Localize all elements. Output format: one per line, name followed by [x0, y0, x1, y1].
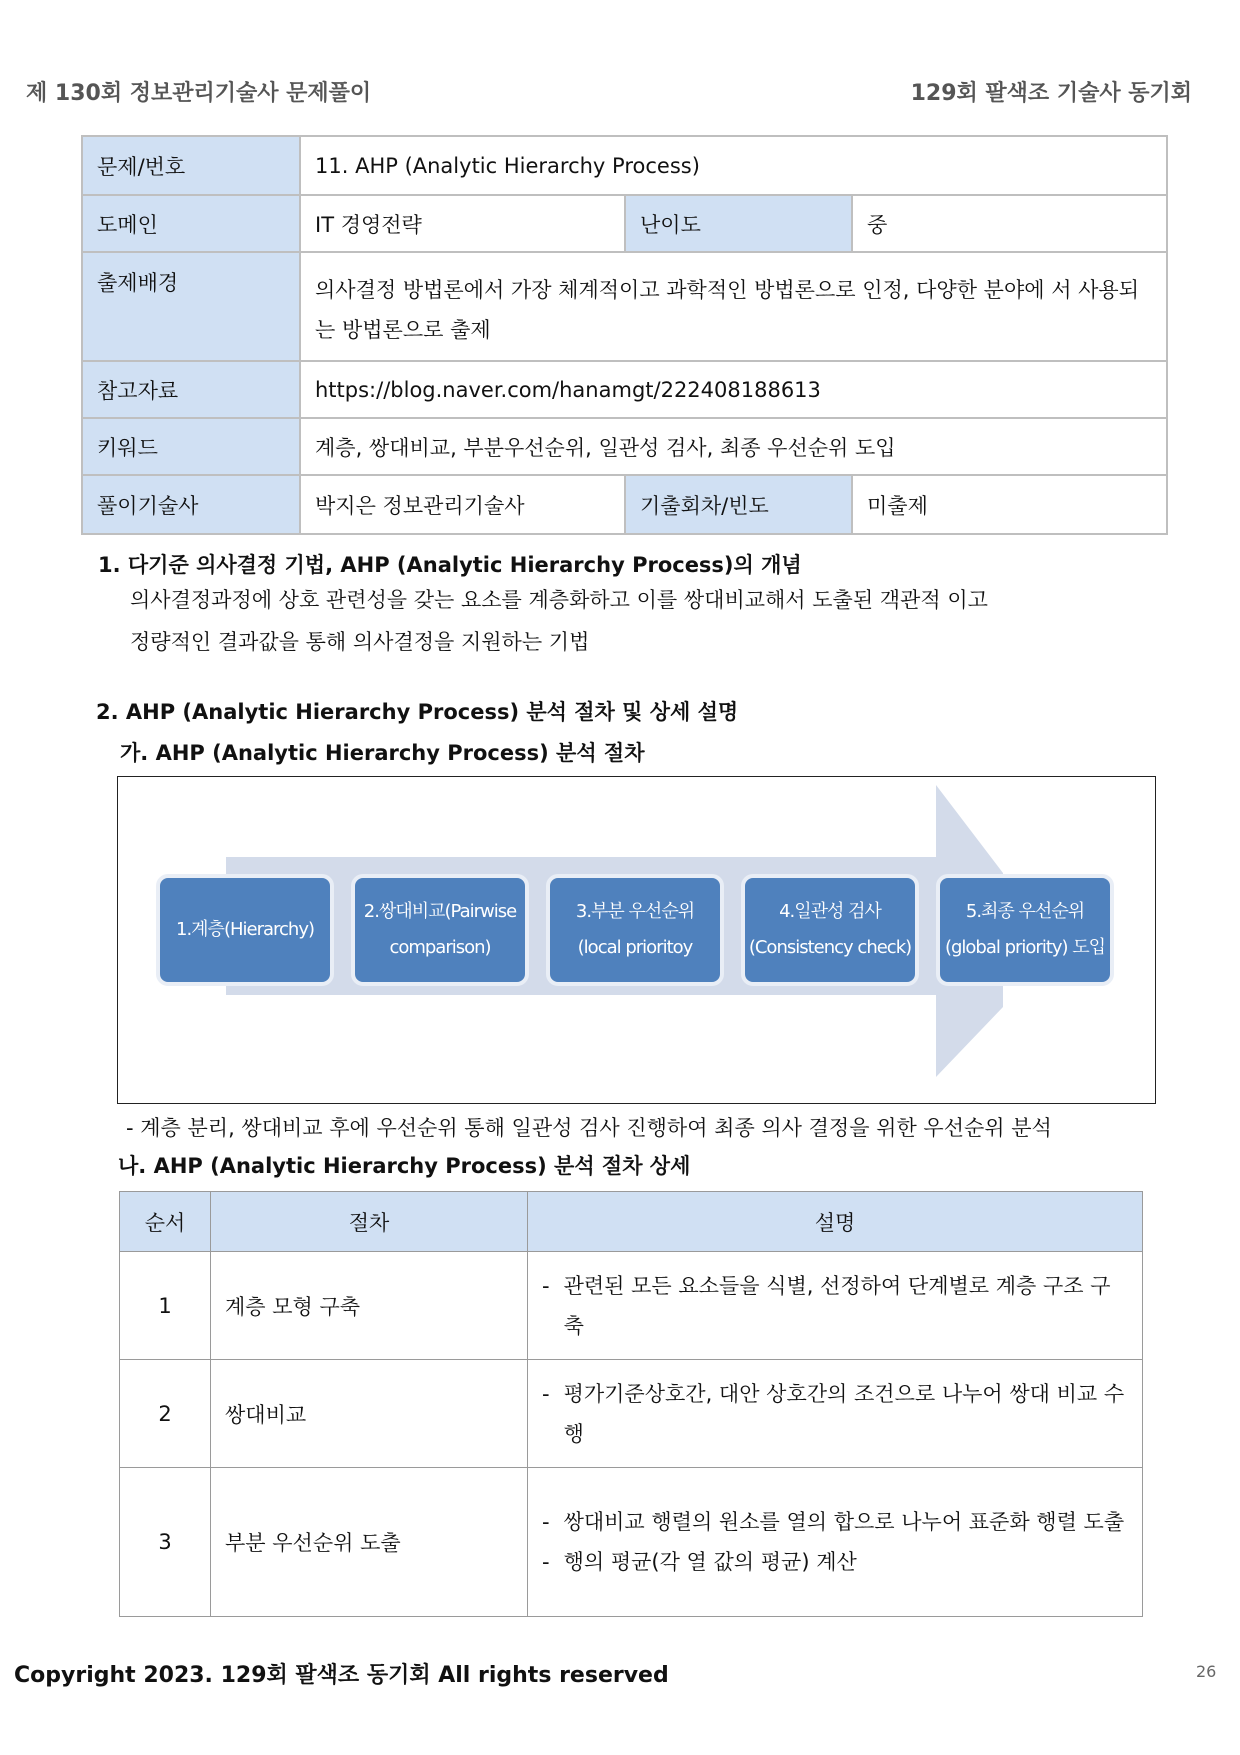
domain-label: 도메인	[82, 195, 300, 252]
process-step-1: 1.계층(Hierarchy)	[156, 874, 334, 986]
row-number: 1	[120, 1252, 211, 1360]
background-label: 출제배경	[82, 252, 300, 361]
section1-line1: 의사결정과정에 상호 관련성을 갖는 요소를 계층화하고 이를 쌍대비교해서 도출된 객관적 이고	[130, 588, 988, 612]
author-label: 풀이기술사	[82, 475, 300, 534]
page-number: 26	[1196, 1662, 1217, 1681]
table-row	[120, 1252, 1143, 1360]
column-header-description: 설명	[528, 1192, 1143, 1252]
row-description: 쌍대비교 행렬의 원소를 열의 합으로 나누어 표준화 행렬 도출	[563, 1510, 1125, 1534]
domain-value: IT 경영전략	[300, 195, 625, 252]
author-value: 박지은 정보관리기술사	[300, 475, 625, 534]
section1-title: 1. 다기준 의사결정 기법, AHP (Analytic Hierarchy Process)의 개념	[98, 553, 802, 577]
row-description: 관련된 모든 요소들을 식별, 선정하여 단계별로 계층 구조 구축	[563, 1273, 1111, 1338]
process-step-5: 5.최종 우선순위 (global priority) 도입	[936, 874, 1114, 986]
column-header-step: 절차	[211, 1192, 528, 1252]
row-step: 부분 우선순위 도출	[211, 1468, 528, 1617]
problem-label: 문제/번호	[82, 136, 300, 195]
bullet-dash: -	[542, 1273, 550, 1298]
table-row	[120, 1468, 1143, 1617]
footer-copyright: Copyright 2023. 129회 팔색조 동기회 All rights reserved	[14, 1663, 669, 1688]
bullet-dash: -	[542, 1381, 550, 1406]
info-table	[81, 135, 1168, 535]
row-number: 3	[120, 1468, 211, 1617]
process-diagram	[117, 776, 1156, 1104]
difficulty-label: 난이도	[625, 195, 852, 252]
process-step-4: 4.일관성 검사 (Consistency check)	[741, 874, 919, 986]
section2-title: 2. AHP (Analytic Hierarchy Process) 분석 절차 및 상세 설명	[96, 700, 739, 724]
process-step-2: 2.쌍대비교(Pairwise comparison)	[351, 874, 529, 986]
process-step-3: 3.부분 우선순위 (local prioritoy	[546, 874, 724, 986]
header-right: 129회 팔색조 기술사 동기회	[910, 81, 1192, 106]
background-value: 의사결정 방법론에서 가장 체계적이고 과학적인 방법론으로 인정, 다양한 분야에 서 사용되는 방법론으로 출제	[300, 252, 1167, 361]
bullet-dash: -	[542, 1550, 550, 1574]
diagram-caption: - 계층 분리, 쌍대비교 후에 우선순위 통해 일관성 검사 진행하여 최종 의사 결정을 위한 우선순위 분석	[126, 1116, 1052, 1140]
reference-link[interactable]: https://blog.naver.com/hanamgt/222408188613	[300, 361, 1167, 418]
bullet-dash: -	[542, 1510, 550, 1534]
row-description: 평가기준상호간, 대안 상호간의 조건으로 나누어 쌍대 비교 수행	[563, 1381, 1125, 1446]
detail-table	[119, 1191, 1143, 1617]
reference-label: 참고자료	[82, 361, 300, 418]
section2-sub-b: 나. AHP (Analytic Hierarchy Process) 분석 절차 상세	[118, 1154, 691, 1178]
difficulty-value: 중	[852, 195, 1167, 252]
frequency-value: 미출제	[852, 475, 1167, 534]
header-left: 제 130회 정보관리기술사 문제풀이	[26, 81, 372, 106]
section1-line2: 정량적인 결과값을 통해 의사결정을 지원하는 기법	[130, 630, 590, 654]
keyword-label: 키워드	[82, 418, 300, 475]
row-number: 2	[120, 1360, 211, 1468]
column-header-order: 순서	[120, 1192, 211, 1252]
row-step: 계층 모형 구축	[211, 1252, 528, 1360]
keyword-value: 계층, 쌍대비교, 부분우선순위, 일관성 검사, 최종 우선순위 도입	[300, 418, 1167, 475]
table-row	[120, 1360, 1143, 1468]
problem-value: 11. AHP (Analytic Hierarchy Process)	[300, 136, 1167, 195]
frequency-label: 기출회차/빈도	[625, 475, 852, 534]
section2-sub-a: 가. AHP (Analytic Hierarchy Process) 분석 절차	[120, 741, 645, 765]
row-step: 쌍대비교	[211, 1360, 528, 1468]
row-description: 행의 평균(각 열 값의 평균) 계산	[563, 1550, 857, 1574]
